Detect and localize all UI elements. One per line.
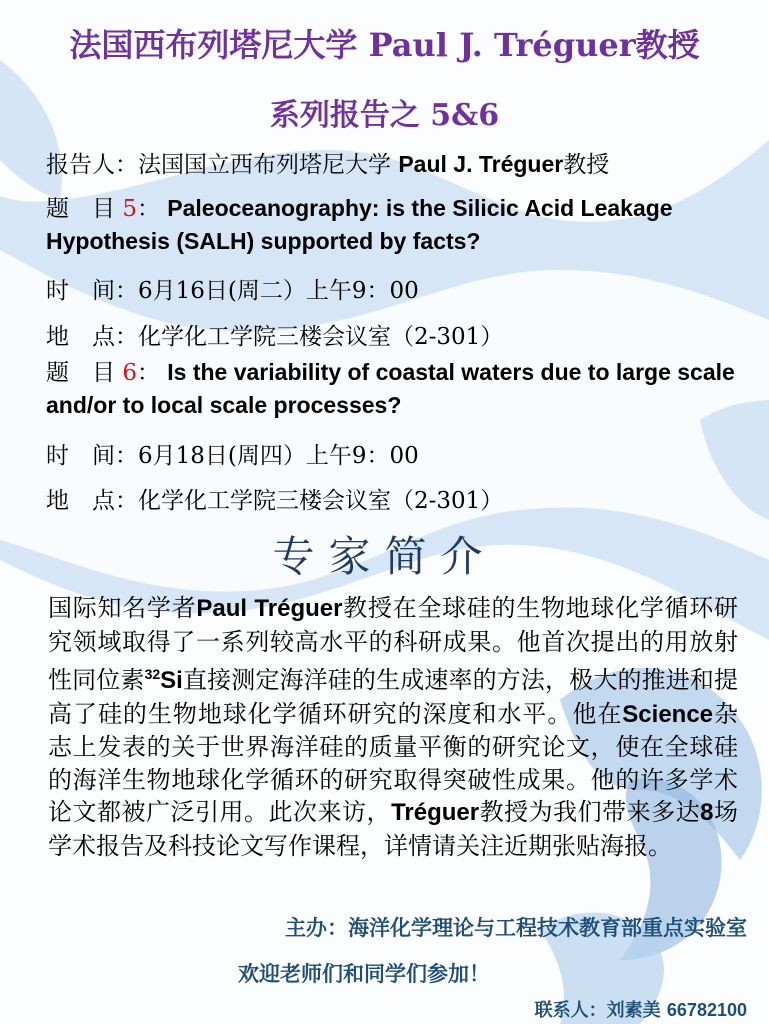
talk5-number: 5 <box>122 196 137 222</box>
speaker-suffix: 教授 <box>563 152 610 178</box>
talk6-colon: ： <box>136 360 160 386</box>
host-organizer: 主办：海洋化学理论与工程技术教育部重点实验室 <box>285 915 747 940</box>
expert-intro <box>48 592 738 862</box>
talk5-topic <box>46 192 766 258</box>
talk5-time: 时 间：6月16日(周二）上午9：00 <box>46 278 419 304</box>
speaker-line <box>46 146 609 179</box>
talk5-place: 地 点：化学化工学院三楼会议室（2-301） <box>46 324 504 350</box>
intro-text: 教授为我们带来多达 <box>479 798 701 826</box>
speaker-name: Paul J. Tréguer <box>398 151 564 177</box>
talk6-time: 时 间：6月18日(周四）上午9：00 <box>46 443 419 469</box>
talk5-label: 题 目 <box>46 196 115 222</box>
talk6-label: 题 目 <box>46 360 115 386</box>
intro-text: 杂志上发表的关于世界海洋硅的质量平衡的研究论文，使在全球硅的海洋生物地球化学循环的研究取得突破性成果。他的许多学术论文都被广泛引用。此次来访， <box>48 699 739 826</box>
intro-name: Paul Tréguer <box>196 595 343 622</box>
speaker-label: 报告人：法国国立西布列塔尼大学 <box>46 152 399 178</box>
talk6-topic <box>46 356 766 422</box>
intro-text: 直接测定海洋硅的生成速率的方法，极大的推进和提高了硅的生物地球化学循环研究的深度和水平。他在 <box>48 666 739 728</box>
talk5-title: Paleoceanography: is the Silicic Acid Leakage Hypothesis (SALH) supported by facts? <box>46 195 673 254</box>
poster-subtitle: 系列报告之 5&6 <box>269 98 500 133</box>
welcome-message: 欢迎老师们和同学们参加！ <box>238 961 490 986</box>
intro-text: 场学术报告及科技论文写作课程，详情请关注近期张贴海报。 <box>48 798 739 860</box>
talk6-title: Is the variability of coastal waters due to large scale and/or to local scale processes? <box>46 359 735 418</box>
journal-name: Science <box>622 700 714 728</box>
contact-label: 联系人：刘素美 <box>534 1000 667 1021</box>
talk6-place: 地 点：化学化工学院三楼会议室（2-301） <box>46 488 504 514</box>
talk-count: 8 <box>700 799 714 826</box>
intro-name: Tréguer <box>391 799 480 826</box>
talk6-number: 6 <box>122 360 137 386</box>
section-title: 专家简介 <box>272 532 497 581</box>
poster-title: 法国西布列塔尼大学 Paul J. Tréguer教授 <box>69 26 700 64</box>
talk5-colon: ： <box>136 196 160 222</box>
contact-phone: 66782100 <box>666 1000 747 1020</box>
isotope-symbol: Si <box>160 667 183 694</box>
intro-text: 国际知名学者 <box>48 594 197 622</box>
contact-info <box>535 996 747 1022</box>
isotope-mass: 32 <box>144 666 161 682</box>
intro-text: 教授在全球硅的生物地球化学循环研究领域取得了一系列较高水平的科研成果。他首次提出的用放射性同位素 <box>48 594 739 694</box>
